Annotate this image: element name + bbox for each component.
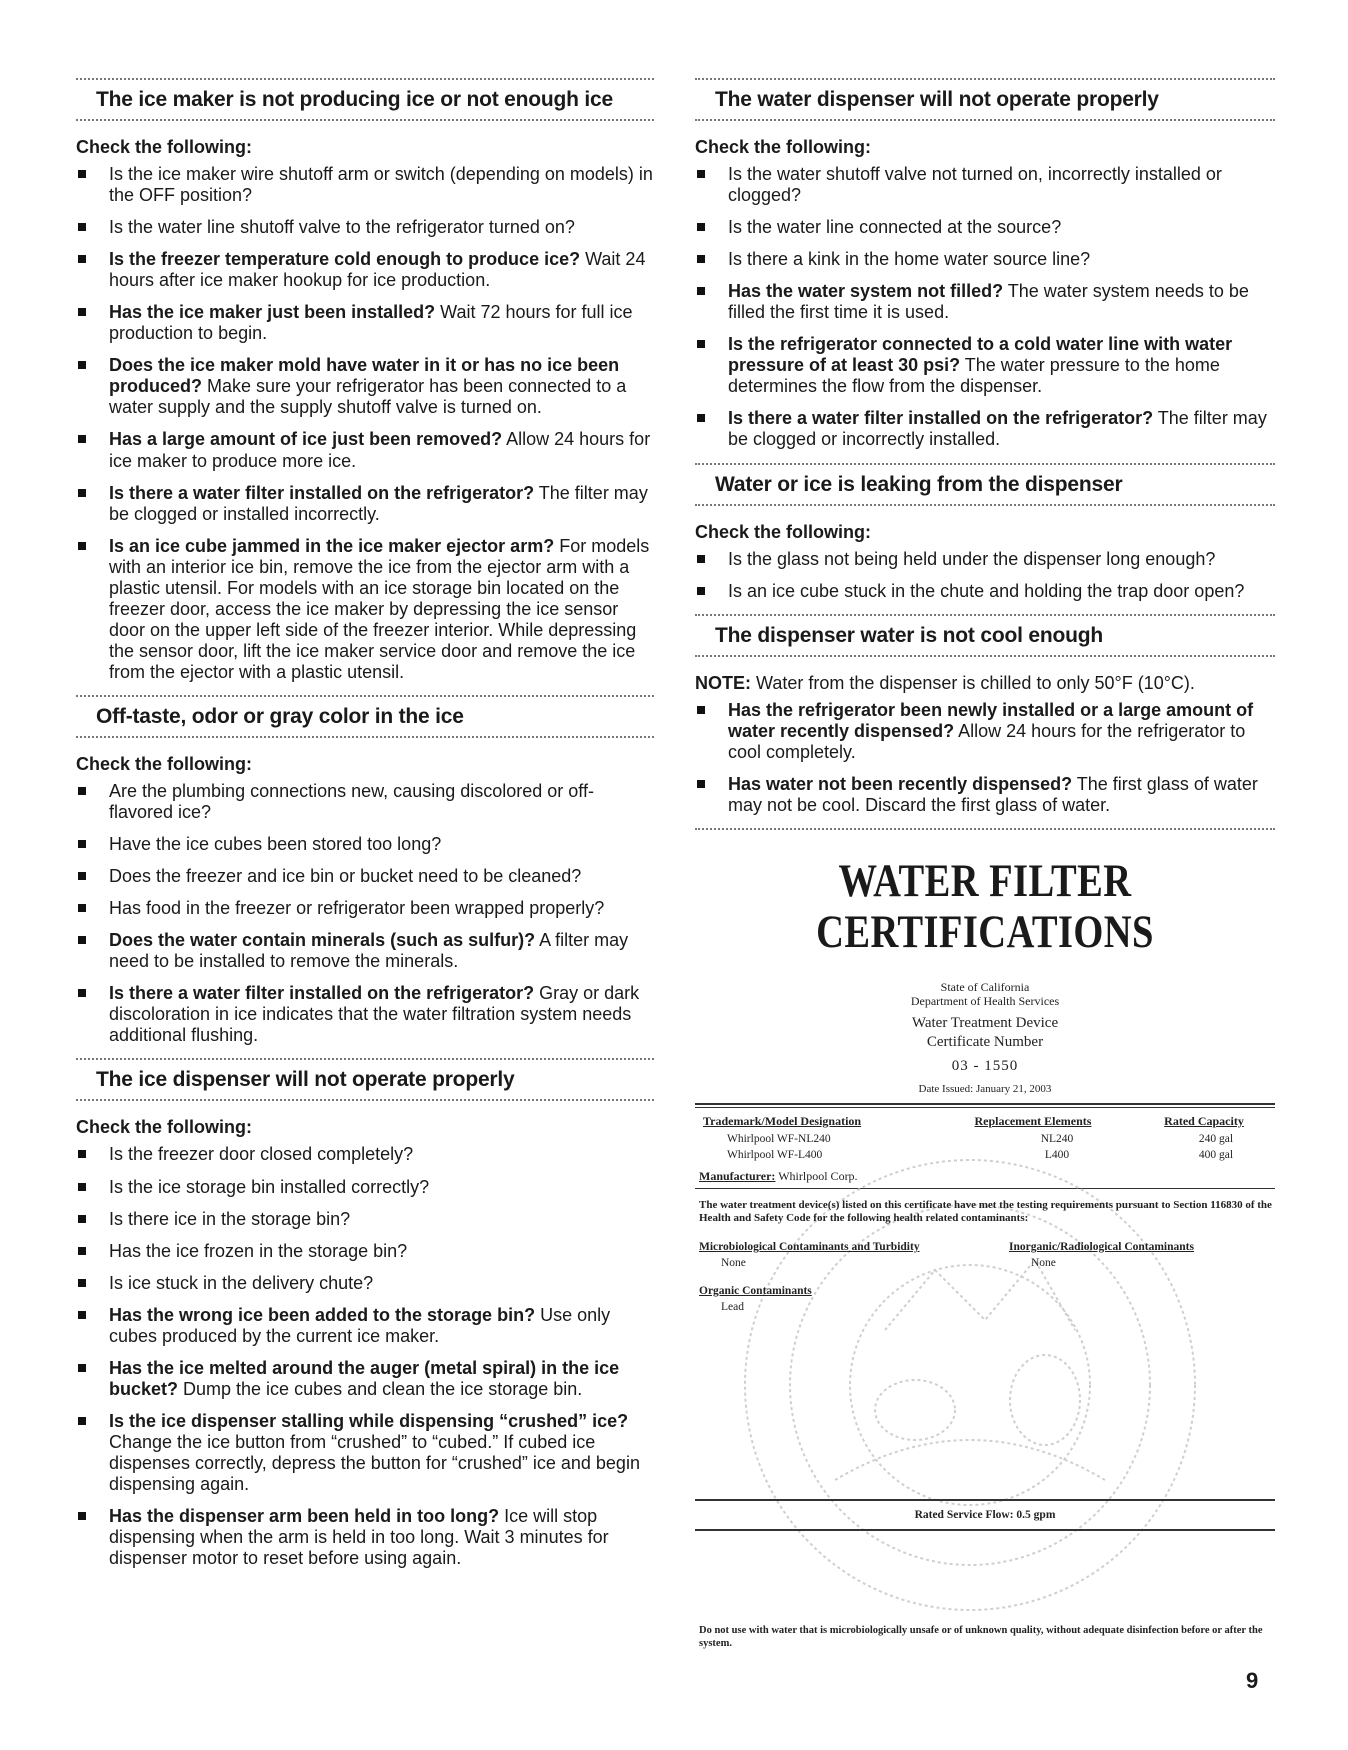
item-question: Is the freezer temperature cold enough to produce ice? [109,249,581,270]
item-question: Has a large amount of ice just been removed? [109,429,503,450]
right-sections [695,78,1275,816]
item-text: The filter may be clogged or installed incorrectly. [109,482,648,524]
item-text: Is ice stuck in the delivery chute? [109,1272,374,1293]
model-table-header [695,1112,1275,1131]
list-item [695,700,1275,763]
item-text: Use only cubes produced by the current ice maker. [109,1304,611,1346]
item-text: Allow 24 hours for ice maker to produce more ice. [109,429,651,471]
list-item [695,164,1275,206]
item-question: Does the water contain minerals (such as sulfur)? [109,930,536,951]
item-question: Has the ice melted around the auger (metal spiral) in the ice bucket? [109,1357,620,1399]
item-text: For models with an interior ice bin, remove the ice from the ejector arm with a plastic utensil. For models with an ice storage bin located on the freezer door, access the ice maker by depressing the ice sensor door on the upper left side of the freezer interior. While depressing the sensor door, lift the ice maker service door and remove the ice from the ejector with a plastic utensil. [109,535,650,682]
checklist [76,781,654,1046]
check-label: Check the following: [76,137,253,157]
section-water-or-ice-is-leaking-from-the-dispens [695,463,1275,602]
list-item [76,1209,654,1230]
item-question: Has the dispenser arm been held in too long? [109,1506,500,1527]
list-item [76,1358,654,1400]
item-text: Is the glass not being held under the dispenser long enough? [728,548,1216,569]
certificate-header [695,980,1275,1095]
section-the-dispenser-water-is-not-cool-enough [695,614,1275,816]
micro-contaminants [695,1241,989,1269]
element-cell: NL240 [1040,1132,1074,1145]
item-text: Allow 24 hours for the refrigerator to cool completely. [728,720,1246,762]
item-text: Wait 24 hours after ice maker hookup for ice production. [109,249,646,291]
check-label: Check the following: [695,137,872,157]
item-question: Has the refrigerator been newly installed or a large amount of water recently dispensed? [728,699,1254,741]
item-question: Has the wrong ice been added to the storage bin? [109,1304,536,1325]
note-label: NOTE: [695,672,751,693]
table-row [695,1131,1275,1147]
list-item [76,217,654,238]
item-text: Is the water shutoff valve not turned on, incorrectly installed or clogged? [728,164,1222,206]
list-item [695,581,1275,602]
organic-heading: Organic Contaminants [699,1285,812,1298]
organic-contaminants [695,1285,1275,1313]
model-cell: Whirlpool WF-NL240 [727,1132,831,1145]
manufacturer-label: Manufacturer: [699,1168,776,1183]
list-item [76,164,654,206]
list-item [76,355,654,418]
list-item [76,429,654,471]
note [695,673,1275,694]
certificate-statement: The water treatment device(s) listed on this certificate have met the testing requirements pursuant to Section 116830 of the Health and Safety Code for the following health related contaminants: [699,1198,1272,1225]
item-text: Dump the ice cubes and clean the ice storage bin. [178,1378,583,1399]
inorganic-heading: Inorganic/Radiological Contaminants [1009,1241,1194,1254]
item-question: Is there a water filter installed on the refrigerator? [728,408,1154,429]
item-text: Is the water line shutoff valve to the refrigerator turned on? [109,217,575,238]
device-label: Water Treatment Device [911,1015,1059,1032]
section-heading: The dispenser water is not cool enough [715,623,1103,647]
item-text: Is there a kink in the home water source line? [728,249,1091,270]
list-item [76,983,654,1046]
header-capacity: Rated Capacity [1164,1113,1244,1128]
item-text: Is an ice cube stuck in the chute and holding the trap door open? [728,580,1245,601]
item-question: Is the ice dispenser stalling while dispensing “crushed” ice? [109,1410,629,1431]
list-item [76,1177,654,1198]
section-heading-box [76,695,654,738]
section-heading-box [695,78,1275,121]
item-text: Make sure your refrigerator has been connected to a water supply and the supply shutoff valve is turned on. [109,376,627,418]
section-the-water-dispenser-will-not-operate-pro [695,78,1275,451]
section-divider [695,828,1275,830]
section-heading: The ice dispenser will not operate properly [96,1068,515,1092]
item-text: Ice will stop dispensing when the arm is held in too long. Wait 3 minutes for dispenser motor to reset before using again. [109,1506,609,1569]
inorganic-contaminants [989,1241,1275,1269]
list-item [76,1273,654,1294]
section-heading: Off-taste, odor or gray color in the ice [96,704,464,728]
item-question: Has the water system not filled? [728,281,1004,302]
item-question: Is there a water filter installed on the refrigerator? [109,482,535,503]
item-text: Gray or dark discoloration in ice indicates that the water filtration system needs additional flushing. [109,983,640,1046]
page-number: 9 [1246,1668,1259,1693]
section-heading-box [695,614,1275,657]
item-text: The water system needs to be filled the first time it is used. [728,281,1249,323]
check-label: Check the following: [76,753,253,774]
list-item [76,1241,654,1262]
header-elements: Replacement Elements [974,1113,1092,1128]
certificate-rule [695,1103,1275,1105]
item-text: A filter may need to be installed to remove the minerals. [109,930,629,972]
list-item [76,781,654,823]
section-heading: The water dispenser will not operate properly [715,88,1159,111]
list-item [76,1144,654,1165]
item-text: Has the ice frozen in the storage bin? [109,1240,408,1261]
certification-title-line1: WATER FILTER [838,855,1132,908]
item-question: Has the ice maker just been installed? [109,302,436,323]
list-item [695,549,1275,570]
list-item [76,249,654,291]
note-text: Water from the dispenser is chilled to only 50°F (10°C). [751,672,1195,693]
section-heading-box [76,78,654,121]
issuing-state: State of California [940,979,1030,994]
checklist [695,549,1275,602]
list-item [76,1305,654,1347]
element-cell: L400 [1044,1148,1070,1161]
item-question: Is an ice cube jammed in the ice maker ejector arm? [109,535,555,556]
certification-title [747,856,1223,958]
section-heading: Water or ice is leaking from the dispenser [715,472,1123,496]
contaminants [695,1241,1275,1269]
item-question: Has water not been recently dispensed? [728,773,1073,794]
check-label: Check the following: [76,1117,253,1138]
certificate-rule [695,1107,1275,1108]
item-text: Is there ice in the storage bin? [109,1208,351,1229]
capacity-cell: 240 gal [1198,1132,1234,1145]
item-text: Is the ice maker wire shutoff arm or switch (depending on models) in the OFF position? [109,164,653,206]
section-the-ice-dispenser-will-not-operate-prope [76,1058,654,1569]
section-off-taste-odor-or-gray-color-in-the-ice [76,695,654,1046]
item-text: Is the freezer door closed completely? [109,1144,414,1165]
list-item [76,930,654,972]
organic-value: Lead [721,1301,744,1314]
list-item [76,898,654,919]
section-the-ice-maker-is-not-producing-ice-or-no [76,78,654,683]
section-heading-box [695,463,1275,506]
issuing-department: Department of Health Services [910,993,1060,1008]
certificate-number: 03 - 1550 [951,1057,1019,1074]
item-text: Does the freezer and ice bin or bucket need to be cleaned? [109,866,582,887]
certificate-number-label: Certificate Number [926,1034,1044,1051]
capacity-cell: 400 gal [1198,1148,1234,1161]
item-text: Is the ice storage bin installed correctly? [109,1176,430,1197]
item-text: Has food in the freezer or refrigerator been wrapped properly? [109,898,605,919]
manufacturer-row [695,1167,1275,1186]
item-question: Is there a water filter installed on the refrigerator? [109,983,535,1004]
checklist [76,1144,654,1569]
header-model: Trademark/Model Designation [703,1113,862,1128]
date-issued: Date Issued: January 21, 2003 [918,1082,1052,1095]
rated-service-flow: Rated Service Flow: 0.5 gpm [695,1499,1275,1531]
section-heading-box [76,1058,654,1101]
checklist [695,700,1275,816]
inorganic-value: None [1031,1257,1056,1270]
micro-value: None [721,1257,746,1270]
list-item [76,1411,654,1495]
model-table [695,1112,1275,1186]
table-row [695,1147,1275,1163]
list-item [76,536,654,683]
list-item [695,217,1275,238]
manufacturer-value: Whirlpool Corp. [778,1168,858,1183]
left-column [76,78,654,1581]
item-question: Does the ice maker mold have water in it or has no ice been produced? [109,355,620,397]
list-item [695,774,1275,816]
item-question: Is the refrigerator connected to a cold water line with water pressure of at least 30 psi? [728,334,1233,376]
list-item [76,866,654,887]
item-text: Change the ice button from “crushed” to “cubed.” If cubed ice dispenses correctly, depress the button for “crushed” ice and begin dispensing again. [109,1431,640,1495]
micro-heading: Microbiological Contaminants and Turbidity [699,1241,920,1254]
list-item [695,281,1275,323]
item-text: Have the ice cubes been stored too long? [109,834,442,855]
model-cell: Whirlpool WF-L400 [727,1148,823,1161]
list-item [695,249,1275,270]
checklist [76,164,654,683]
list-item [76,1506,654,1569]
list-item [76,302,654,344]
item-text: The water pressure to the home determines the flow from the dispenser. [728,355,1220,397]
item-text: Wait 72 hours for full ice production to begin. [109,302,633,344]
item-text: The filter may be clogged or incorrectly installed. [728,408,1267,450]
usage-warning: Do not use with water that is microbiologically unsafe or of unknown quality, without adequate disinfection before or after the system. [699,1625,1263,1649]
list-item [695,334,1275,397]
certification-title-line2: CERTIFICATIONS [816,905,1154,958]
manufacturer [695,1169,858,1184]
right-column [695,78,1275,1650]
item-text: Is the water line connected at the source? [728,217,1062,238]
list-item [695,408,1275,450]
item-text: The first glass of water may not be cool. Discard the first glass of water. [728,773,1258,816]
list-item [76,834,654,855]
section-heading: The ice maker is not producing ice or not enough ice [96,88,614,111]
check-label: Check the following: [695,521,872,542]
checklist [695,164,1275,451]
item-text: Are the plumbing connections new, causing discolored or off-flavored ice? [109,780,594,823]
certificate [695,980,1275,1651]
list-item [76,483,654,525]
